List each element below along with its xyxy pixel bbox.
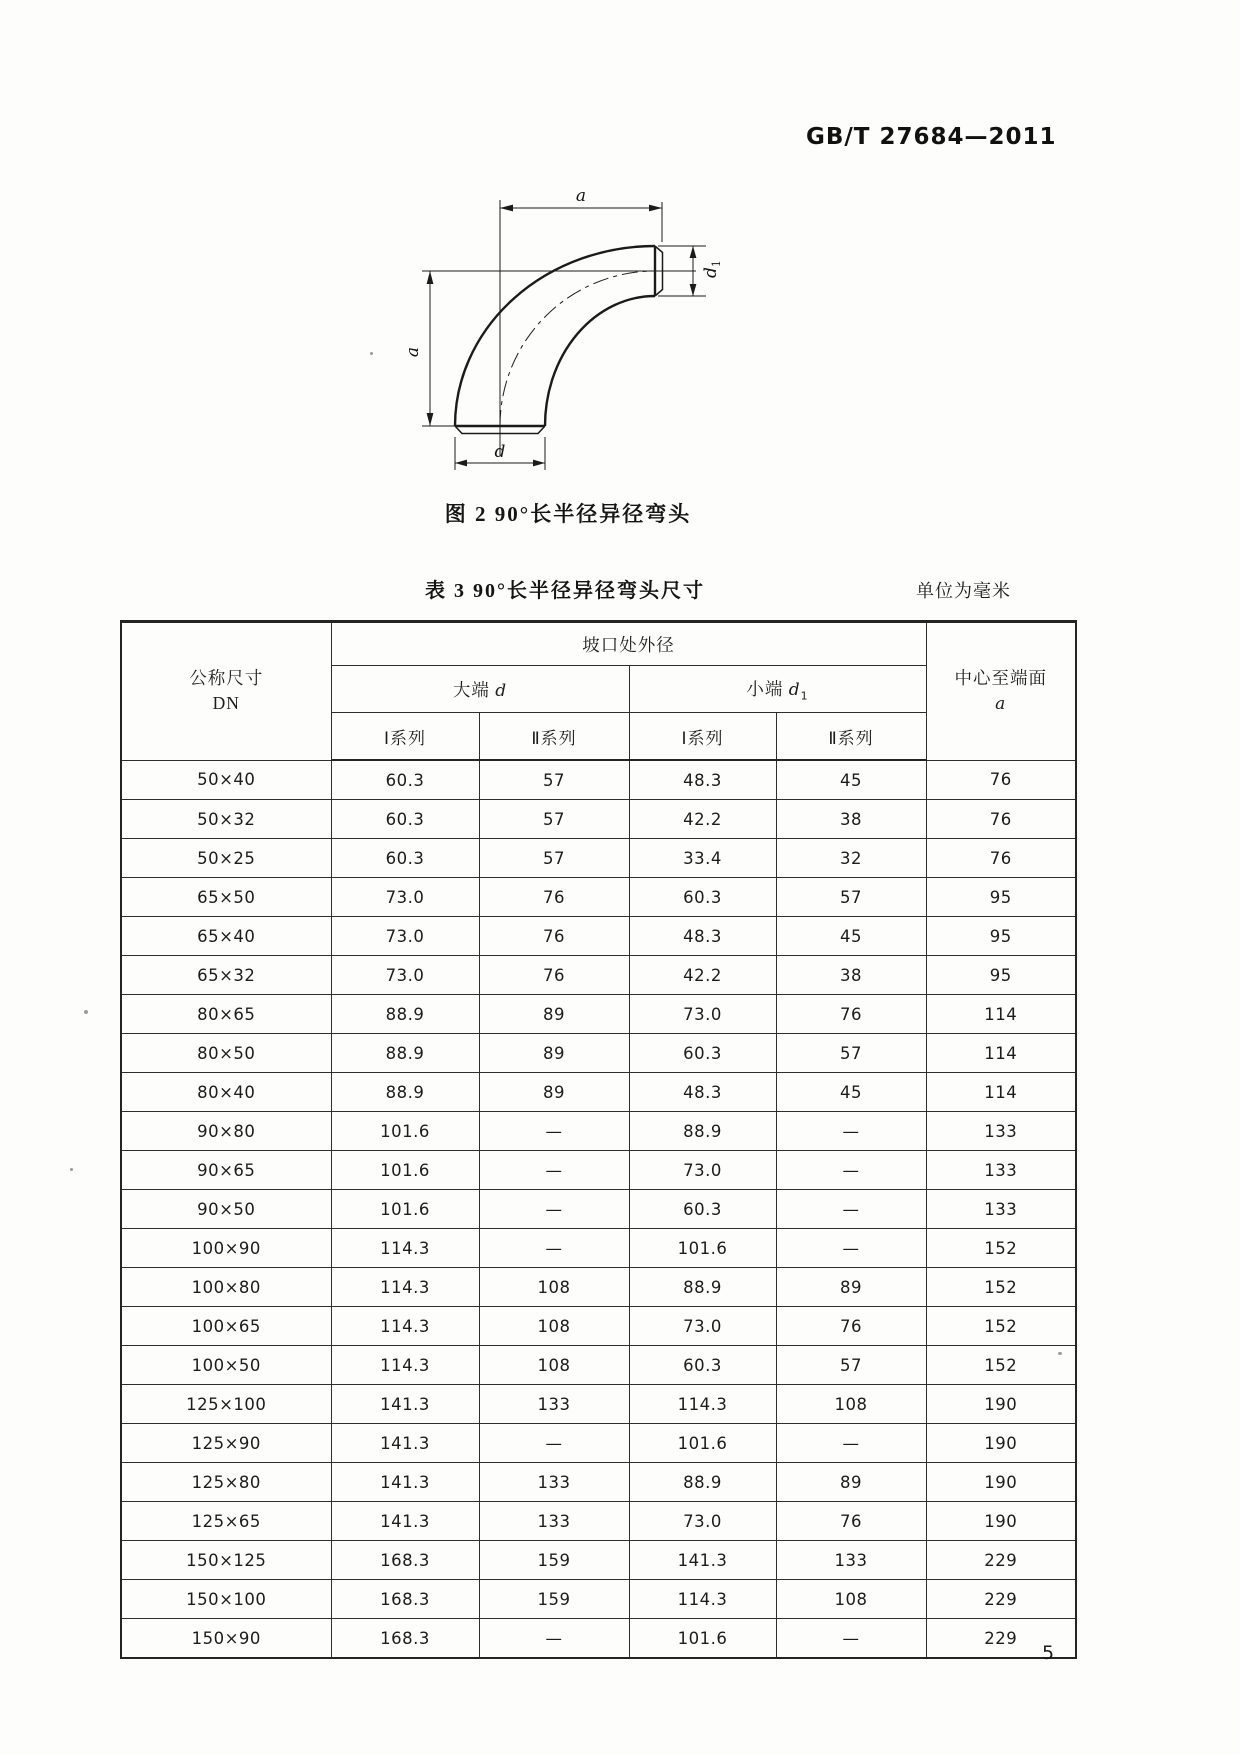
value-cell: 73.0 — [629, 1307, 776, 1346]
value-cell: 76 — [479, 956, 629, 995]
table-row — [121, 1385, 1076, 1424]
value-cell: 114.3 — [331, 1307, 479, 1346]
value-cell: — — [479, 1619, 629, 1659]
value-cell: 190 — [926, 1502, 1076, 1541]
dim-label-d1: $d_1$ — [701, 260, 723, 278]
header-series1-small: Ⅰ系列 — [629, 713, 776, 761]
value-cell: 33.4 — [629, 839, 776, 878]
value-cell: 114 — [926, 1034, 1076, 1073]
value-cell: 60.3 — [331, 760, 479, 800]
value-cell: 73.0 — [331, 956, 479, 995]
table-body — [121, 760, 1076, 1658]
value-cell: 101.6 — [331, 1190, 479, 1229]
value-cell: 114.3 — [331, 1268, 479, 1307]
value-cell: 60.3 — [331, 800, 479, 839]
dn-cell: 150×90 — [121, 1619, 331, 1659]
value-cell: 114.3 — [629, 1580, 776, 1619]
header-series1-big: Ⅰ系列 — [331, 713, 479, 761]
value-cell: 57 — [479, 800, 629, 839]
value-cell: 141.3 — [331, 1424, 479, 1463]
header-big-end: 大端 d — [331, 666, 629, 713]
elbow-drawing-svg — [400, 186, 736, 488]
value-cell: 133 — [479, 1463, 629, 1502]
value-cell: 108 — [479, 1346, 629, 1385]
value-cell: 89 — [479, 1034, 629, 1073]
value-cell: 141.3 — [331, 1502, 479, 1541]
value-cell: 45 — [776, 760, 926, 800]
dim-label-a-top: a — [575, 186, 587, 206]
dn-cell: 125×90 — [121, 1424, 331, 1463]
unit-note: 单位为毫米 — [916, 581, 1011, 601]
value-cell: 60.3 — [629, 1034, 776, 1073]
dn-cell: 80×50 — [121, 1034, 331, 1073]
table-row — [121, 1034, 1076, 1073]
value-cell: 76 — [776, 1307, 926, 1346]
value-cell: 76 — [479, 917, 629, 956]
header-series2-small: Ⅱ系列 — [776, 713, 926, 761]
value-cell: 89 — [479, 1073, 629, 1112]
value-cell: — — [776, 1190, 926, 1229]
value-cell: 76 — [926, 760, 1076, 800]
value-cell: 88.9 — [629, 1463, 776, 1502]
value-cell: 38 — [776, 800, 926, 839]
value-cell: 141.3 — [331, 1463, 479, 1502]
dn-cell: 125×80 — [121, 1463, 331, 1502]
value-cell: 60.3 — [331, 839, 479, 878]
standard-code: GB/T 27684—2011 — [806, 124, 1057, 150]
value-cell: 57 — [776, 1346, 926, 1385]
value-cell: 88.9 — [331, 1034, 479, 1073]
header-dn-line1: 公称尺寸 — [189, 667, 264, 688]
table-row — [121, 1619, 1076, 1659]
value-cell: — — [776, 1619, 926, 1659]
value-cell: 76 — [926, 800, 1076, 839]
header-dn-line2: DN — [212, 693, 240, 714]
value-cell: 57 — [776, 1034, 926, 1073]
dn-cell: 50×25 — [121, 839, 331, 878]
header-dn — [121, 622, 331, 761]
value-cell: 168.3 — [331, 1580, 479, 1619]
table-row — [121, 995, 1076, 1034]
value-cell: 42.2 — [629, 956, 776, 995]
value-cell: 88.9 — [629, 1112, 776, 1151]
value-cell: 76 — [926, 839, 1076, 878]
table-row — [121, 917, 1076, 956]
value-cell: 88.9 — [331, 995, 479, 1034]
value-cell: 133 — [479, 1385, 629, 1424]
value-cell: 60.3 — [629, 878, 776, 917]
value-cell: 76 — [479, 878, 629, 917]
dn-cell: 150×100 — [121, 1580, 331, 1619]
value-cell: 95 — [926, 917, 1076, 956]
dn-cell: 90×65 — [121, 1151, 331, 1190]
value-cell: 159 — [479, 1580, 629, 1619]
dn-cell: 100×65 — [121, 1307, 331, 1346]
scan-speck — [1058, 1352, 1062, 1355]
table-row — [121, 760, 1076, 800]
figure-elbow-drawing — [400, 186, 736, 488]
value-cell: 114.3 — [331, 1346, 479, 1385]
figure-caption: 图 2 90°长半径异径弯头 — [444, 502, 692, 526]
value-cell: 229 — [926, 1541, 1076, 1580]
header-center-label: 中心至端面 — [954, 668, 1047, 689]
value-cell: 88.9 — [629, 1268, 776, 1307]
table-header — [121, 622, 1076, 761]
value-cell: — — [479, 1112, 629, 1151]
value-cell: 101.6 — [331, 1151, 479, 1190]
value-cell: 60.3 — [629, 1190, 776, 1229]
dim-label-d: d — [494, 442, 506, 462]
value-cell: 159 — [479, 1541, 629, 1580]
value-cell: 38 — [776, 956, 926, 995]
dn-cell: 50×40 — [121, 760, 331, 800]
value-cell: 141.3 — [331, 1385, 479, 1424]
value-cell: 101.6 — [331, 1112, 479, 1151]
scan-speck — [84, 1010, 88, 1014]
value-cell: — — [479, 1151, 629, 1190]
value-cell: 73.0 — [331, 878, 479, 917]
value-cell: — — [776, 1151, 926, 1190]
value-cell: 101.6 — [629, 1619, 776, 1659]
table-row — [121, 1190, 1076, 1229]
page-number: 5 — [1042, 1642, 1055, 1664]
value-cell: — — [776, 1229, 926, 1268]
table-row — [121, 800, 1076, 839]
table-row — [121, 1151, 1076, 1190]
dn-cell: 125×65 — [121, 1502, 331, 1541]
value-cell: 108 — [479, 1307, 629, 1346]
value-cell: 190 — [926, 1424, 1076, 1463]
dn-cell: 80×65 — [121, 995, 331, 1034]
dn-cell: 100×50 — [121, 1346, 331, 1385]
value-cell: 133 — [926, 1151, 1076, 1190]
value-cell: 89 — [776, 1463, 926, 1502]
value-cell: 190 — [926, 1463, 1076, 1502]
header-center-to-end — [926, 622, 1076, 761]
value-cell: 108 — [479, 1268, 629, 1307]
value-cell: 73.0 — [629, 1151, 776, 1190]
value-cell: 133 — [926, 1190, 1076, 1229]
value-cell: 229 — [926, 1619, 1076, 1659]
value-cell: 141.3 — [629, 1541, 776, 1580]
value-cell: 73.0 — [629, 1502, 776, 1541]
scan-speck — [370, 352, 373, 355]
value-cell: 45 — [776, 1073, 926, 1112]
value-cell: 101.6 — [629, 1229, 776, 1268]
value-cell: 60.3 — [629, 1346, 776, 1385]
dimensions-table — [120, 620, 1077, 1659]
table-row — [121, 1307, 1076, 1346]
value-cell: 45 — [776, 917, 926, 956]
value-cell: 168.3 — [331, 1619, 479, 1659]
value-cell: 73.0 — [331, 917, 479, 956]
value-cell: 95 — [926, 878, 1076, 917]
value-cell: 108 — [776, 1385, 926, 1424]
header-series2-big: Ⅱ系列 — [479, 713, 629, 761]
value-cell: 114.3 — [629, 1385, 776, 1424]
dn-cell: 150×125 — [121, 1541, 331, 1580]
value-cell: 89 — [776, 1268, 926, 1307]
value-cell: 88.9 — [331, 1073, 479, 1112]
dn-cell: 65×50 — [121, 878, 331, 917]
value-cell: 76 — [776, 1502, 926, 1541]
table-row — [121, 1502, 1076, 1541]
value-cell: 48.3 — [629, 917, 776, 956]
value-cell: — — [479, 1424, 629, 1463]
value-cell: 114.3 — [331, 1229, 479, 1268]
dn-cell: 65×32 — [121, 956, 331, 995]
value-cell: 114 — [926, 995, 1076, 1034]
table-row — [121, 1346, 1076, 1385]
value-cell: 42.2 — [629, 800, 776, 839]
value-cell: 133 — [479, 1502, 629, 1541]
value-cell: 57 — [479, 760, 629, 800]
value-cell: 73.0 — [629, 995, 776, 1034]
value-cell: 89 — [479, 995, 629, 1034]
value-cell: 152 — [926, 1307, 1076, 1346]
value-cell: — — [479, 1190, 629, 1229]
value-cell: 229 — [926, 1580, 1076, 1619]
dn-cell: 90×50 — [121, 1190, 331, 1229]
table-title: 表 3 90°长半径异径弯头尺寸 — [425, 580, 705, 602]
header-groove-od: 坡口处外径 — [331, 622, 926, 666]
table-row — [121, 956, 1076, 995]
header-small-end: 小端 $d_1$ — [629, 666, 926, 713]
value-cell: 57 — [479, 839, 629, 878]
value-cell: 133 — [776, 1541, 926, 1580]
dn-cell: 125×100 — [121, 1385, 331, 1424]
table-row — [121, 1580, 1076, 1619]
dim-label-a-left: a — [403, 346, 423, 358]
dn-cell: 100×80 — [121, 1268, 331, 1307]
value-cell: 152 — [926, 1268, 1076, 1307]
dn-cell: 80×40 — [121, 1073, 331, 1112]
dn-cell: 65×40 — [121, 917, 331, 956]
table-row — [121, 1463, 1076, 1502]
value-cell: 48.3 — [629, 760, 776, 800]
table-row — [121, 878, 1076, 917]
value-cell: 114 — [926, 1073, 1076, 1112]
value-cell: 152 — [926, 1229, 1076, 1268]
value-cell: — — [479, 1229, 629, 1268]
dn-cell: 100×90 — [121, 1229, 331, 1268]
table-row — [121, 1424, 1076, 1463]
table-row — [121, 1112, 1076, 1151]
header-center-var: a — [995, 693, 1007, 714]
value-cell: 95 — [926, 956, 1076, 995]
value-cell: 101.6 — [629, 1424, 776, 1463]
value-cell: 168.3 — [331, 1541, 479, 1580]
value-cell: — — [776, 1424, 926, 1463]
elbow-centerline-arc — [500, 271, 655, 426]
value-cell: 48.3 — [629, 1073, 776, 1112]
table-title-row — [120, 574, 1075, 604]
elbow-outer-contour — [455, 246, 655, 426]
value-cell: 133 — [926, 1112, 1076, 1151]
value-cell: 76 — [776, 995, 926, 1034]
table-row — [121, 839, 1076, 878]
table-row — [121, 1541, 1076, 1580]
value-cell: 32 — [776, 839, 926, 878]
table-row — [121, 1073, 1076, 1112]
dn-cell: 90×80 — [121, 1112, 331, 1151]
elbow-inner-contour — [545, 296, 655, 426]
value-cell: 108 — [776, 1580, 926, 1619]
value-cell: 190 — [926, 1385, 1076, 1424]
scan-speck — [70, 1168, 73, 1171]
table-row — [121, 1229, 1076, 1268]
table-row — [121, 1268, 1076, 1307]
dn-cell: 50×32 — [121, 800, 331, 839]
value-cell: 152 — [926, 1346, 1076, 1385]
value-cell: 57 — [776, 878, 926, 917]
value-cell: — — [776, 1112, 926, 1151]
